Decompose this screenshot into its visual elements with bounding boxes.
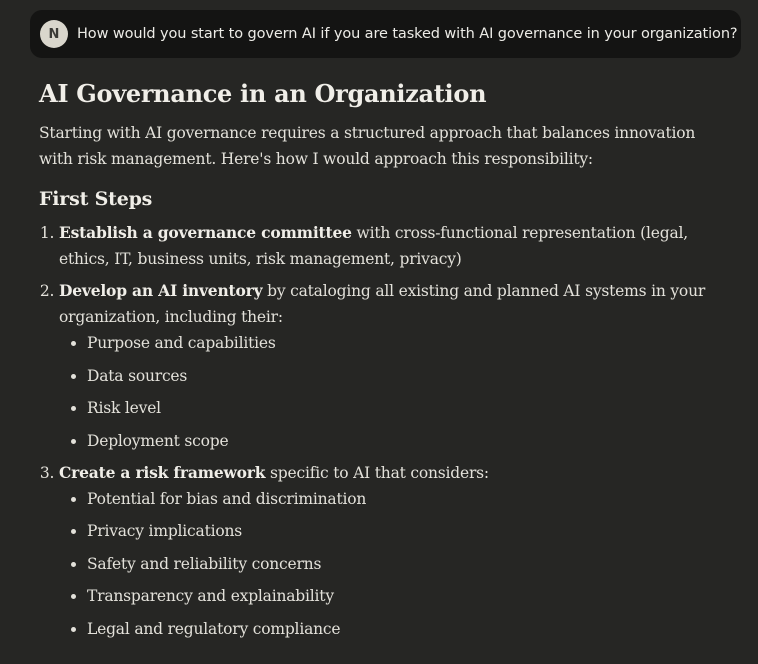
steps-list: [39, 220, 729, 642]
assistant-response: [39, 76, 729, 648]
step-bold-text: Create a risk framework: [59, 462, 266, 482]
sub-list-item: • Privacy implications: [87, 518, 729, 544]
sub-list-item: • Deployment scope: [87, 428, 729, 454]
sub-list: [59, 486, 729, 642]
step-text: specific to AI that considers:: [265, 463, 489, 482]
step-text: by cataloging all existing and planned AI systems in your organization, including their:: [59, 282, 706, 326]
sub-list-item: • Legal and regulatory compliance: [87, 616, 729, 642]
user-message-text: How would you start to govern AI if you are tasked with AI governance in your organization?: [77, 26, 738, 42]
sub-list: [59, 330, 729, 454]
step-bold-text: Develop an AI inventory: [59, 281, 263, 300]
sub-list-item: • Data sources: [87, 363, 729, 389]
step-item: [59, 278, 729, 454]
step-item: [59, 220, 729, 272]
step-bold-text: Establish a governance committee: [59, 223, 352, 242]
step-text: with cross-functional representation (legal, ethics, IT, business units, risk management, privacy): [59, 224, 688, 268]
sub-list-item: • Risk level: [87, 395, 729, 421]
avatar[interactable]: N: [40, 20, 68, 48]
sub-list-item: • Transparency and explainability: [87, 583, 729, 609]
sub-list-item: • Safety and reliability concerns: [87, 551, 729, 577]
step-item: [59, 460, 729, 642]
sub-list-item: • Purpose and capabilities: [87, 330, 729, 356]
response-title: AI Governance in an Organization: [39, 79, 487, 108]
section-heading: First Steps: [39, 188, 153, 210]
response-intro: Starting with AI governance requires a structured approach that balances innovation with risk management. Here's how I would approach this responsibility:: [39, 124, 696, 168]
sub-list-item: • Potential for bias and discrimination: [87, 486, 729, 512]
user-message-bubble: [30, 10, 741, 58]
